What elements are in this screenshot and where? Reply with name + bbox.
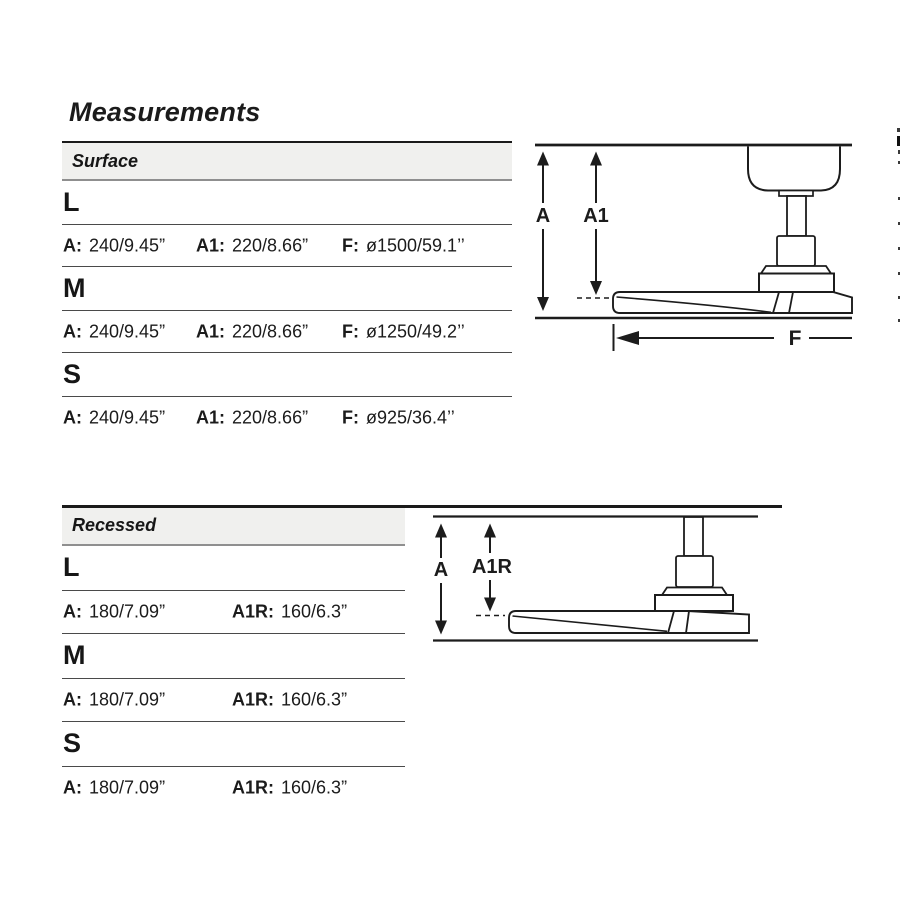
dimension-label-a: A <box>433 559 449 581</box>
table-row <box>62 397 512 439</box>
dimension-a: A: 180/7.09” <box>63 777 166 798</box>
dimension-a1: A1: 220/8.66” <box>196 235 309 255</box>
table-row <box>62 722 405 767</box>
dimension-arrow-a1r <box>472 524 513 616</box>
dimension-label-a1: A1 <box>583 205 609 227</box>
dimension-a: A: 240/9.45” <box>63 407 166 428</box>
recessed-header-label: Recessed <box>72 515 157 535</box>
dimension-a: A: 240/9.45” <box>63 235 166 255</box>
dimension-f: F: ø1250/49.2’’ <box>342 321 465 341</box>
dimension-arrow-a <box>434 524 448 635</box>
dimension-label-a: A <box>535 205 551 227</box>
dimension-a: A: 180/7.09” <box>63 689 166 709</box>
fan-motor-assembly <box>655 517 733 611</box>
table-row <box>62 591 405 634</box>
table-row <box>62 679 405 722</box>
table-row <box>62 634 405 679</box>
recessed-measurements-table <box>62 508 405 810</box>
size-label: S <box>63 728 82 758</box>
size-label: M <box>63 640 86 670</box>
surface-mounting-diagram <box>530 138 865 363</box>
table-row <box>62 353 512 397</box>
dimension-a: A: 240/9.45” <box>63 321 166 341</box>
size-label: L <box>63 552 80 582</box>
fan-blade <box>613 292 852 313</box>
surface-table-header <box>62 143 512 181</box>
table-row <box>62 311 512 353</box>
table-row <box>62 546 405 591</box>
table-row <box>62 181 512 225</box>
size-label: M <box>63 273 86 303</box>
dimension-arrow-f <box>614 324 853 351</box>
fan-blade <box>509 611 749 633</box>
recessed-mounting-diagram <box>425 500 765 650</box>
dimension-a1r: A1R: 160/6.3” <box>232 777 348 798</box>
dimension-label-f: F <box>788 327 802 350</box>
dimension-a1r: A1R: 160/6.3” <box>232 601 348 621</box>
dimension-label-a1r: A1R <box>471 556 513 578</box>
dimension-a1: A1: 220/8.66” <box>196 321 309 341</box>
dimension-a1r: A1R: 160/6.3” <box>232 689 348 709</box>
dimension-a: A: 180/7.09” <box>63 601 166 621</box>
dimension-arrow-a1 <box>577 152 612 299</box>
page-title: Measurements <box>69 97 261 127</box>
size-label: L <box>63 187 80 217</box>
table-row <box>62 225 512 267</box>
dimension-a1: A1: 220/8.66” <box>196 407 309 428</box>
recessed-table-header <box>62 508 405 546</box>
surface-header-label: Surface <box>72 150 139 171</box>
table-row <box>62 767 405 810</box>
fan-motor-assembly <box>748 147 840 293</box>
dimension-f: F: ø1500/59.1’’ <box>342 235 465 255</box>
size-label: S <box>63 359 82 389</box>
dimension-f: F: ø925/36.4’’ <box>342 407 455 428</box>
table-row <box>62 267 512 311</box>
dimension-arrow-a <box>536 152 550 312</box>
surface-measurements-table <box>62 141 512 439</box>
